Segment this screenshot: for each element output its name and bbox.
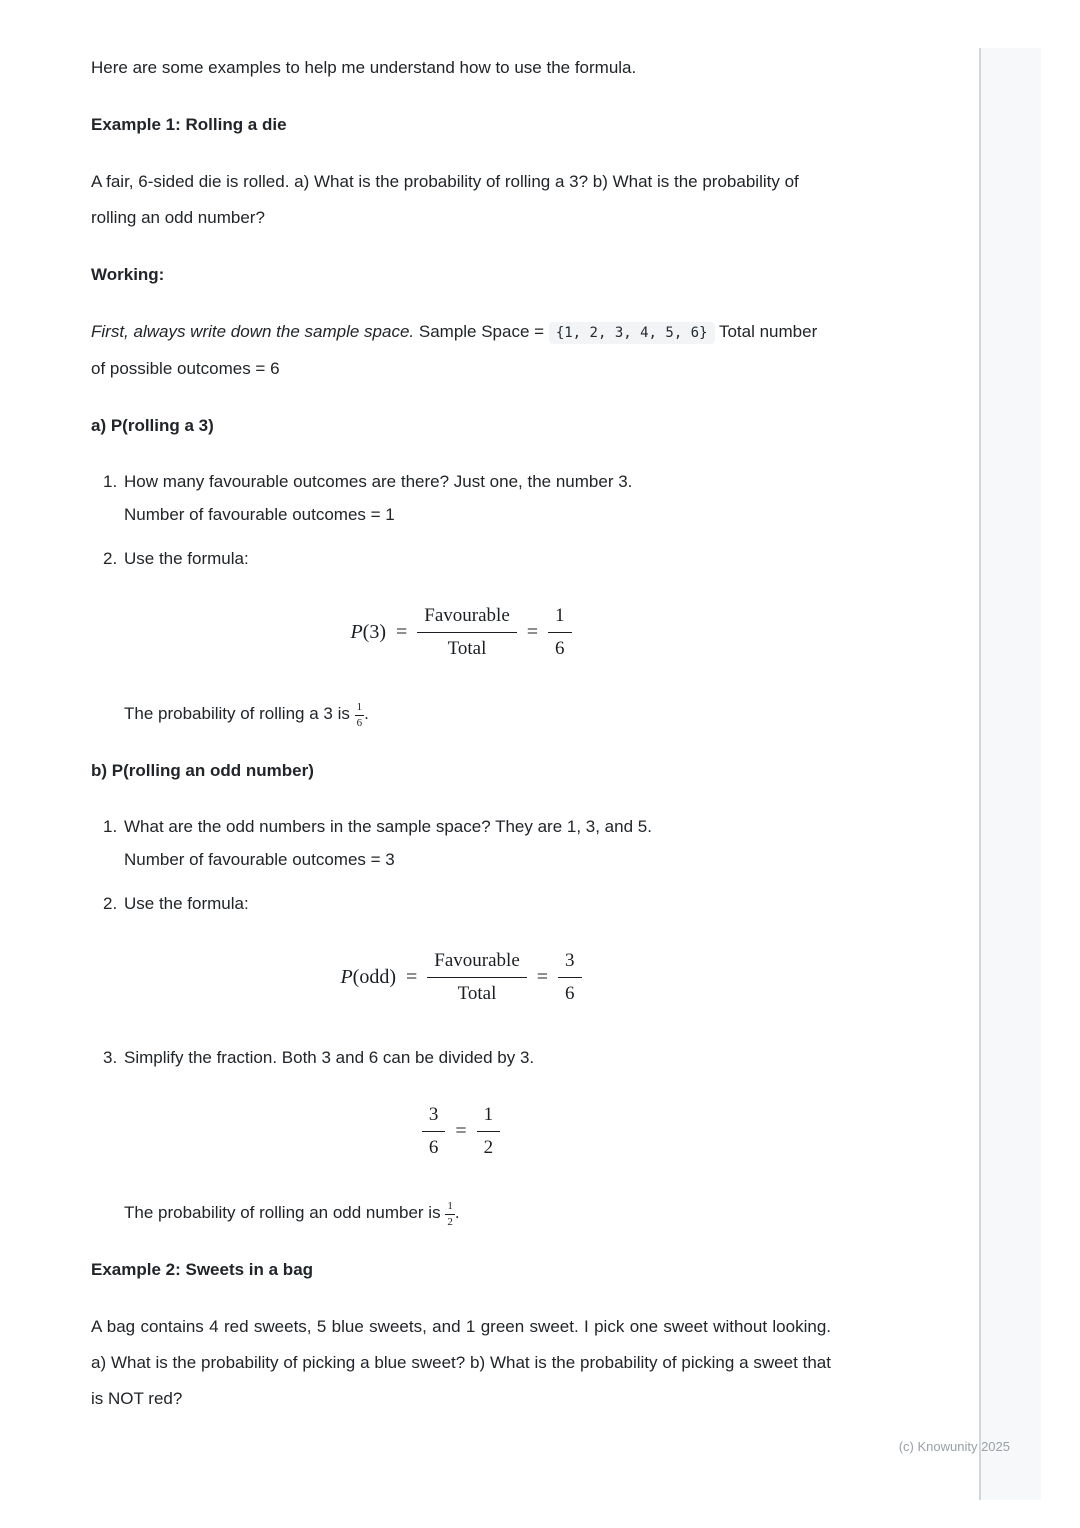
list-item-line: How many favourable outcomes are there? Just one, the number 3.	[124, 472, 633, 491]
list-item-body	[124, 542, 831, 575]
part-b-step3	[91, 1041, 831, 1074]
list-item-number: 1.	[103, 472, 118, 491]
equals-sign: =	[455, 1120, 467, 1142]
fraction	[558, 950, 582, 1005]
list-item-line: Simplify the fraction. Both 3 and 6 can be divided by 3.	[124, 1048, 535, 1067]
part-b-heading: b) P(rolling an odd number)	[91, 761, 314, 780]
sample-space-total: Total number of possible outcomes = 6	[91, 322, 818, 378]
list-item-body	[124, 887, 831, 920]
sample-space-label: Sample Space =	[418, 322, 545, 341]
list-item-line: Use the formula:	[124, 549, 249, 568]
math-argument: (odd)	[352, 966, 396, 988]
list-item-line: Number of favourable outcomes = 1	[124, 505, 395, 524]
list-item-line: Number of favourable outcomes = 3	[124, 850, 395, 869]
fraction-denominator: 6	[565, 983, 575, 1004]
fraction	[427, 950, 526, 1005]
inline-fraction	[355, 701, 365, 729]
list-item-body	[124, 810, 831, 876]
fraction	[477, 1104, 501, 1159]
conclusion-period: .	[454, 1203, 460, 1222]
fraction-denominator: Total	[457, 983, 497, 1004]
fraction-numerator: 1	[548, 605, 572, 633]
document-content	[91, 50, 831, 1438]
fraction-denominator: 6	[428, 1137, 439, 1158]
example2-problem: A bag contains 4 red sweets, 5 blue sweets, and 1 green sweet. I pick one sweet without looking. a) What is the probability of picking a blue sweet? b) What is the probability of picking a sweet that is NOT red?	[91, 1317, 831, 1408]
equals-sign: =	[536, 966, 549, 988]
fraction-numerator: Favourable	[427, 950, 526, 978]
math-lhs	[340, 966, 396, 989]
fraction-numerator: 1	[355, 701, 365, 716]
math-argument: (3)	[362, 621, 386, 643]
fraction-denominator: 6	[555, 638, 565, 659]
sample-space-code: {1, 2, 3, 4, 5, 6}	[549, 322, 715, 344]
example2-heading: Example 2: Sweets in a bag	[91, 1260, 314, 1279]
fraction	[417, 605, 516, 660]
list-item-number: 3.	[103, 1048, 118, 1067]
fraction-numerator: 1	[445, 1200, 455, 1215]
fraction-numerator: 3	[422, 1104, 446, 1132]
sample-space-paragraph	[91, 314, 831, 387]
fraction-numerator: Favourable	[417, 605, 516, 633]
fraction	[548, 605, 572, 660]
working-heading: Working:	[91, 265, 165, 284]
list-item	[91, 810, 831, 876]
sample-space-italic-note: First, always write down the sample space.	[91, 322, 415, 341]
simplify-fraction-display	[91, 1104, 831, 1159]
example1-problem: A fair, 6-sided die is rolled. a) What is the probability of rolling a 3? b) What is the probability of rolling an odd number?	[91, 172, 799, 227]
equals-sign: =	[406, 966, 418, 988]
fraction-numerator: 1	[477, 1104, 501, 1132]
list-item	[91, 542, 831, 575]
list-item-number: 2.	[103, 894, 118, 913]
inline-fraction	[445, 1200, 455, 1228]
conclusion-period: .	[364, 704, 369, 723]
formula-p3-display	[91, 605, 831, 660]
list-item-body	[124, 1041, 831, 1074]
conclusion-text: The probability of rolling a 3 is	[124, 704, 350, 723]
copyright-watermark: (c) Knowunity 2025	[898, 1439, 1010, 1454]
part-a-heading: a) P(rolling a 3)	[91, 416, 214, 435]
list-item-line: What are the odd numbers in the sample space? They are 1, 3, and 5.	[124, 817, 652, 836]
math-variable: P	[340, 966, 353, 988]
equals-sign: =	[526, 621, 539, 643]
part-a-steps	[91, 465, 831, 575]
list-item	[91, 887, 831, 920]
example1-heading: Example 1: Rolling a die	[91, 115, 287, 134]
list-item-number: 1.	[103, 817, 118, 836]
intro-text: Here are some examples to help me understand how to use the formula.	[91, 58, 637, 77]
part-a-conclusion	[124, 696, 831, 732]
conclusion-text: The probability of rolling an odd number is	[124, 1203, 441, 1222]
math-lhs	[350, 621, 386, 644]
fraction-denominator: 6	[356, 717, 363, 729]
equals-sign: =	[396, 621, 408, 643]
list-item-line: Use the formula:	[124, 894, 249, 913]
part-b-conclusion	[124, 1195, 831, 1231]
list-item-body	[124, 465, 831, 531]
list-item-number: 2.	[103, 549, 118, 568]
list-item	[91, 465, 831, 531]
fraction	[422, 1104, 446, 1159]
scrollbar-track[interactable]	[979, 48, 1041, 1500]
list-item	[91, 1041, 831, 1074]
formula-podd-display	[91, 950, 831, 1005]
part-b-steps	[91, 810, 831, 920]
fraction-denominator: 2	[447, 1216, 453, 1228]
fraction-numerator: 3	[558, 950, 582, 978]
fraction-denominator: 2	[483, 1137, 494, 1158]
math-variable: P	[350, 621, 363, 643]
fraction-denominator: Total	[447, 638, 487, 659]
